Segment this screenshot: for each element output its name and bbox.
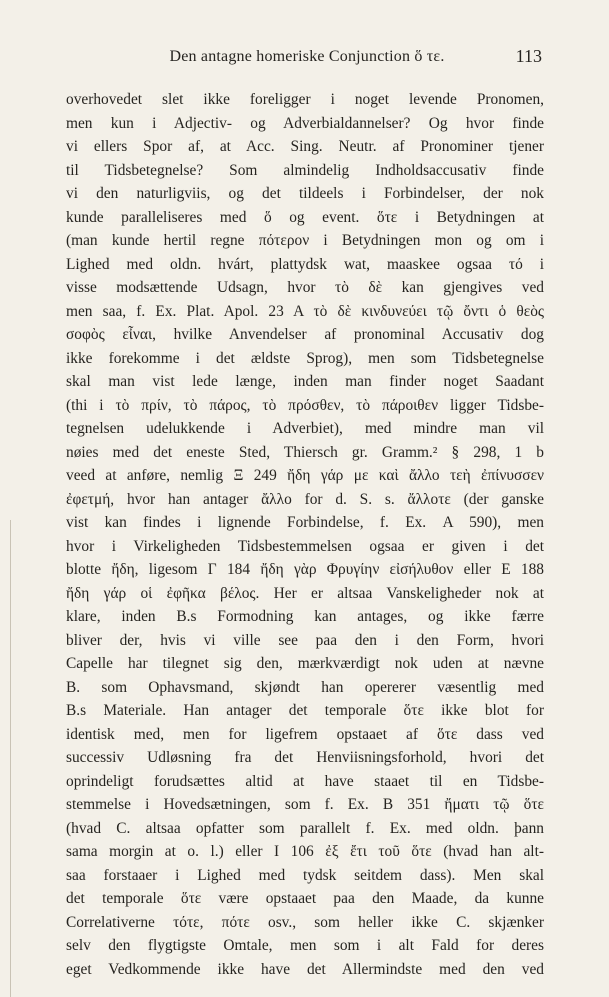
page-number: 113 (515, 46, 542, 66)
text-line: tegnelsen udelukkende i Adverbiet), med mindre man vil (66, 420, 544, 437)
text-line: ἐφετμή, hvor han antager ἄλλο for d. S. s. ἄλλοτε (der ganske (66, 490, 544, 508)
text-line: B. som Ophavsmand, skjøndt han opererer væsentlig med (66, 678, 544, 696)
text-line: sama morgin at o. l.) eller Ι 106 ἐξ ἔτι τοῦ ὅτε (hvad han alt- (66, 843, 544, 860)
page-header (72, 44, 542, 70)
text-line: det temporale ὅτε være opstaaet paa den Maade, da kunne (66, 890, 544, 907)
text-line: σοφὸς εἶναι, hvilke Anvendelser af pronominal Accusativ dog (66, 326, 544, 343)
text-line: vist kan findes i lignende Forbindelse, f. Ex. Α 590), men (66, 514, 544, 531)
text-line: (hvad C. altsaa opfatter som parallelt f. Ex. med oldn. þann (66, 819, 544, 837)
text-line: overhovedet slet ikke foreligger i noget levende Pronomen, (66, 91, 544, 108)
text-line: ἤδη γάρ οἱ ἐφῆκα βέλος. Her er altsaa Vanskeligheder nok at (66, 584, 544, 602)
text-line: men kun i Adjectiv- og Adverbialdannelser? Og hvor finde (66, 114, 544, 132)
text-line: successiv Udløsning fra det Henviisningsforhold, hvori det (66, 749, 544, 766)
running-title: Den antagne homeriske Conjunction ὅ τε. (169, 48, 445, 65)
text-line: stemmelse i Hovedsætningen, som f. Ex. Β 351 ἤματι τῷ ὅτε (66, 796, 544, 813)
text-line: identisk med, men for ligefrem opstaaet af ὅτε dass ved (66, 725, 544, 743)
text-line: visse modsættende Udsagn, hvor τὸ δὲ kan gjengives ved (66, 279, 544, 296)
text-line: saa forstaaer i Lighed med tydsk seitdem dass). Men skal (66, 866, 544, 884)
text-line: Capelle har tilegnet sig den, mærkværdigt nok uden at nævne (66, 655, 544, 672)
text-line: skal man vist lede længe, inden man finder noget Saadant (66, 373, 544, 390)
text-line: Lighed med oldn. hvárt, plattydsk wat, maaskee ogsaa τό i (66, 255, 544, 273)
text-line: oprindeligt forudsættes altid at have staaet til en Tidsbe- (66, 772, 544, 790)
text-line: kunde paralleliseres med ὅ og event. ὅτε i Betydningen at (66, 208, 544, 226)
text-line: vi ellers Spor af, at Acc. Sing. Neutr. af Pronominer tjener (66, 138, 544, 155)
text-line: blotte ἤδη, ligesom Γ 184 ἤδη γὰρ Φρυγίην εἰσήλυθον eller Ε 188 (66, 561, 544, 578)
text-line: eget Vedkommende ikke have det Allermindste med den ved (66, 960, 544, 978)
text-line: hvor i Virkeligheden Tidsbestemmelsen ogsaa er given i det (66, 537, 544, 555)
text-line: nøies med det eneste Sted, Thiersch gr. Gramm.² § 298, 1 b (66, 443, 544, 461)
text-line: veed at anføre, nemlig Ξ 249 ἤδη γάρ με καὶ ἄλλο τεὴ ἐπίνυσσεν (66, 467, 544, 484)
scan-edge-line (10, 520, 11, 997)
text-line: men saa, f. Ex. Plat. Apol. 23 A τὸ δὲ κινδυνεύει τῷ ὄντι ὁ θεὸς (66, 302, 544, 320)
text-line: Correlativerne τότε, πότε osv., som heller ikke C. skjænker (66, 913, 544, 931)
text-line: (thi i τὸ πρίν, τὸ πάρος, τὸ πρόσθεν, τὸ πάροιθεν ligger Tidsbe- (66, 396, 544, 414)
text-line: B.s Materiale. Han antager det temporale ὅτε ikke blot for (66, 702, 544, 719)
text-line: klare, inden B.s Formodning kan antages, og ikke færre (66, 608, 544, 625)
text-line: selv den flygtigste Omtale, men som i alt Fald for deres (66, 937, 544, 954)
text-line: ikke forekomme i det ældste Sprog), men som Tidsbetegnelse (66, 349, 544, 367)
text-line: vi den naturligviis, og det tildeels i Forbindelser, der nok (66, 185, 544, 202)
text-line: til Tidsbetegnelse? Som almindelig Indholdsaccusativ finde (66, 161, 544, 179)
text-line: (man kunde hertil regne πότερον i Betydningen mon og om i (66, 232, 544, 249)
body-text (66, 88, 544, 981)
text-line: bliver der, hvis vi ville see paa den i den Form, hvori (66, 631, 544, 649)
